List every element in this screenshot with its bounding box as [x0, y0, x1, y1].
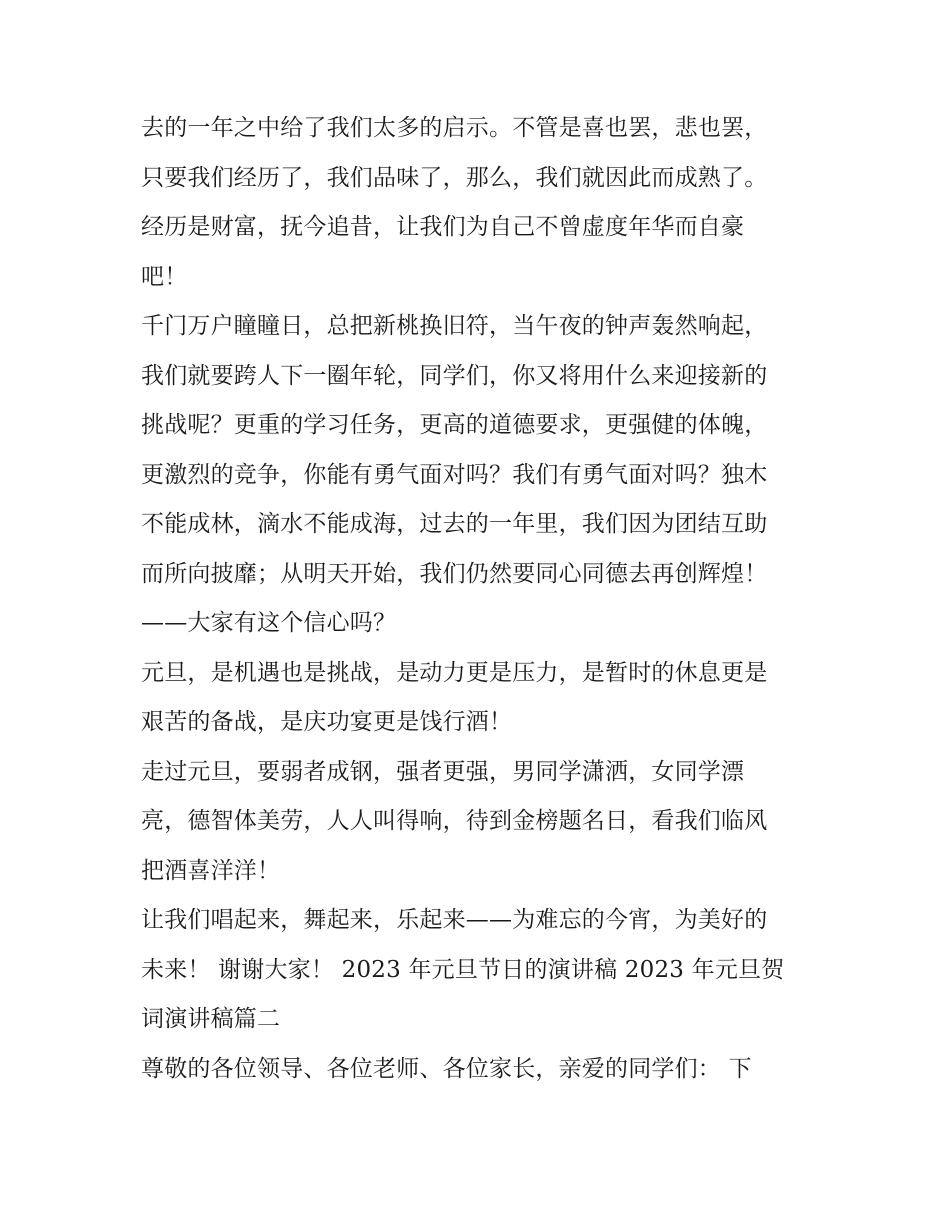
text-line: 把酒喜洋洋！ — [141, 857, 281, 884]
text-line: 挑战呢？更重的学习任务，更高的道德要求，更强健的体魄， — [141, 412, 768, 438]
text-line: 去的一年之中给了我们太多的启示。不管是喜也罢，悲也罢， — [141, 115, 768, 141]
text-line: ——大家有这个信心吗？ — [141, 610, 397, 636]
text-line: 艰苦的备战，是庆功宴更是饯行酒！ — [141, 709, 513, 735]
text-line: 不能成林，滴水不能成海，过去的一年里，我们因为团结互助 — [141, 511, 768, 537]
text-line: 让我们唱起来，舞起来，乐起来——为难忘的今宵，为美好的 — [141, 907, 768, 933]
text-line: 尊敬的各位领导、各位老师、各位家长，亲爱的同学们： 下 — [141, 1055, 752, 1082]
text-line: 只要我们经历了，我们品味了，那么，我们就因此而成熟了。 — [141, 164, 768, 191]
text-line: 词演讲稿篇二 — [141, 1006, 281, 1032]
text-line: 而所向披靡；从明天开始，我们仍然要同心同德去再创辉煌！ — [141, 560, 768, 587]
text-line: 吧！ — [141, 263, 188, 290]
body-text — [141, 104, 821, 1094]
text-line: 经历是财富，抚今追昔，让我们为自己不曾虚度年华而自豪 — [141, 214, 745, 240]
text-line: 未来！ 谢谢大家！ 2023 年元旦节日的演讲稿 2023 年元旦贺 — [141, 956, 785, 983]
text-line: 千门万户瞳瞳日，总把新桃换旧符，当午夜的钟声轰然响起， — [141, 313, 768, 339]
text-line: 更激烈的竞争，你能有勇气面对吗？我们有勇气面对吗？独木 — [141, 461, 768, 488]
text-line: 亮，德智体美劳，人人叫得响，待到金榜题名日，看我们临风 — [141, 808, 768, 834]
text-line: 我们就要跨人下一圈年轮，同学们，你又将用什么来迎接新的 — [141, 362, 768, 389]
text-line: 元旦，是机遇也是挑战，是动力更是压力，是暂时的休息更是 — [141, 659, 768, 686]
text-line: 走过元旦，要弱者成钢，强者更强，男同学潇洒，女同学漂 — [141, 758, 745, 785]
